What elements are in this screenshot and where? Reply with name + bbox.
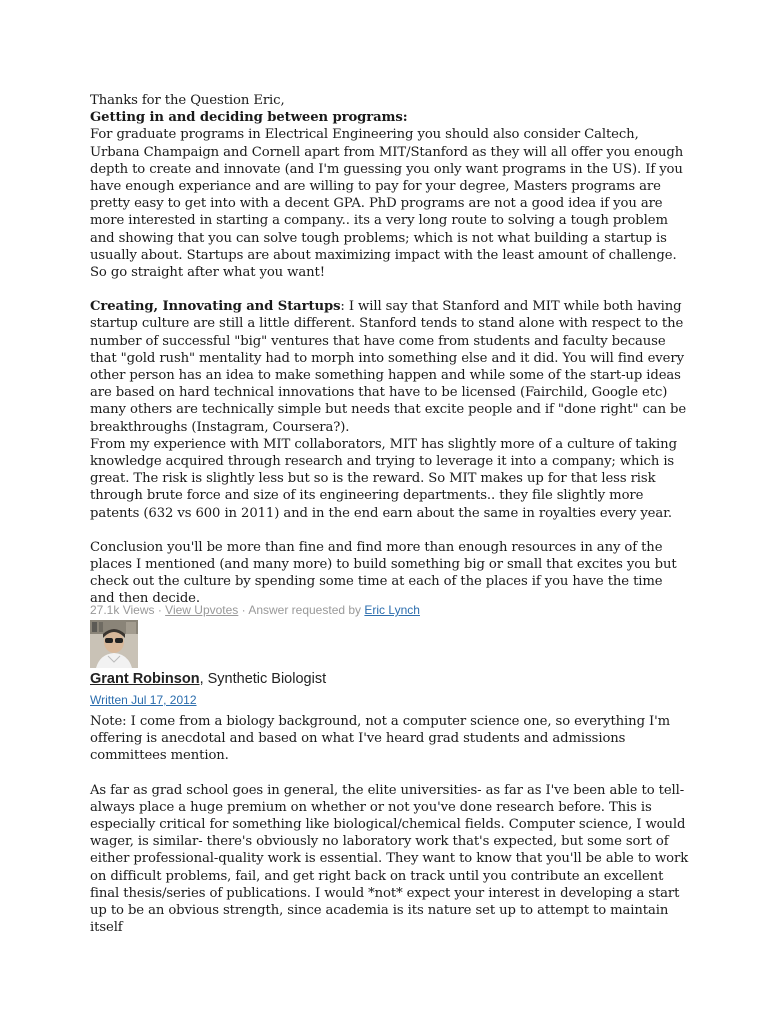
heading-text: Getting in and deciding between programs: bbox=[90, 110, 408, 126]
view-count: 27.1k Views bbox=[90, 603, 155, 617]
paragraph: From my experience with MIT collaborators, MIT has slightly more of a culture of taking knowledge acquired through research and trying to leverage it into a company; which is great. The risk is slightly less but so is the reward. So MIT makes up for that less risk through brute force and size of its engineering departments.. they file slightly more patents (632 vs 600 in 2011) and in the end earn about the same in royalties every year. bbox=[90, 436, 677, 521]
paragraph: Note: I come from a biology background, not a computer science one, so everything I'm offering is anecdotal and based on what I've heard grad students and admissions committees mention. bbox=[90, 714, 671, 764]
paragraph-gap bbox=[90, 522, 690, 539]
requested-by-label: · Answer requested by bbox=[238, 603, 365, 617]
author-name-link[interactable]: Grant Robinson bbox=[90, 671, 200, 687]
section-heading bbox=[90, 109, 690, 126]
paragraph: Conclusion you'll be more than fine and find more than enough resources in any of the places I mentioned (and many more) to build something big or small that excites you but check out the culture by spending some time at each of the places if you have the time and then decide. bbox=[90, 539, 677, 607]
answer-body-1 bbox=[90, 92, 690, 608]
greeting: Thanks for the Question Eric, bbox=[90, 93, 285, 108]
paragraph bbox=[90, 298, 690, 436]
paragraph: As far as grad school goes in general, the elite universities- as far as I've been able to tell- always place a huge premium on whether or not you've done research before. This is especially critical for something like biological/chemical fields. Computer science, I would wager, is similar- there's obviously no laboratory work that's expected, but some sort of either professional-quality work is essential. They want to know that you'll be able to work on difficult problems, fail, and get right back on track until you contribute an excellent final thesis/series of publications. I would *not* expect your interest in developing a start up to be an obvious strength, since academia is its nature set up to attempt to maintain itself bbox=[90, 782, 689, 936]
author-line bbox=[90, 671, 326, 687]
answer-meta-bar bbox=[90, 603, 420, 617]
author-credential: , Synthetic Biologist bbox=[199, 671, 327, 687]
separator: · bbox=[154, 603, 166, 617]
paragraph-gap bbox=[90, 765, 690, 782]
answer-date-link[interactable]: Written Jul 17, 2012 bbox=[90, 693, 197, 707]
avatar-image bbox=[90, 620, 138, 668]
section-heading-inline: Creating, Innovating and Startups bbox=[90, 299, 341, 315]
view-upvotes-link[interactable]: View Upvotes bbox=[165, 603, 239, 617]
paragraph-text: : I will say that Stanford and MIT while both having startup culture are still a little different. Stanford tends to stand alone with respect to the number of successful "big" ventures that have come from students and faculty because that "gold rush" mentality had to morph into something else and it did. You will find every other person has an idea to make something happen and while some of the start-up ideas are based on hard technical innovations that have to be licensed (Fairchild, Google etc) many others are technically simple but needs that excite people and if "done right" can be breakthroughs (Instagram, Coursera?). bbox=[90, 299, 687, 435]
asker-link[interactable]: Eric Lynch bbox=[364, 603, 420, 617]
avatar[interactable] bbox=[90, 620, 138, 668]
paragraph-gap bbox=[90, 281, 690, 298]
paragraph: For graduate programs in Electrical Engineering you should also consider Caltech, Urbana Champaign and Cornell apart from MIT/Stanford as they will all offer you enough depth to create and innovate (and I'm guessing you only want programs in the US). If you have enough experiance and are willing to pay for your degree, Masters programs are pretty easy to get into with a decent GPA. PhD programs are not a good idea if you are more interested in starting a company.. its a very long route to solving a tough problem and showing that you can solve tough problems; which is not what building a startup is usually about. Startups are about maximizing impact with the least amount of challenge. So go straight after what you want! bbox=[90, 127, 684, 281]
answer-body-2 bbox=[90, 713, 690, 936]
